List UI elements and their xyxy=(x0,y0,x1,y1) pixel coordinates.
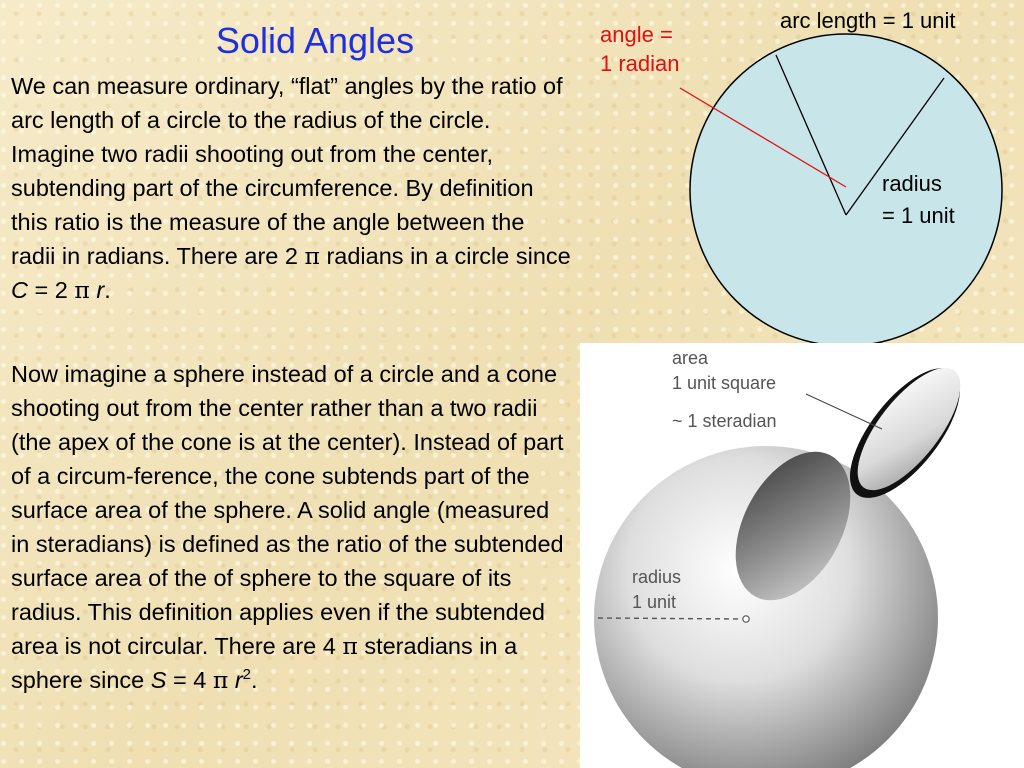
sphere-illustration xyxy=(580,343,1024,768)
area-label: area 1 unit square xyxy=(672,348,777,393)
formula-end: . xyxy=(104,277,111,303)
paragraph-solid-angles xyxy=(11,357,571,697)
pi-symbol: π xyxy=(74,276,90,304)
circle xyxy=(690,34,1002,345)
formula-end: . xyxy=(251,667,258,693)
paragraph-1-text-2: radians in a circle since xyxy=(319,243,571,269)
area-leader-line xyxy=(806,394,882,429)
pi-symbol: π xyxy=(212,666,229,694)
radius-label: radius = 1 unit xyxy=(882,171,955,228)
steradian-sphere-diagram xyxy=(580,343,1024,768)
var-r: r xyxy=(96,277,105,303)
sphere-center-point xyxy=(743,616,749,622)
var-c: C xyxy=(11,277,28,303)
pi-symbol: π xyxy=(342,632,358,660)
var-r: r xyxy=(234,667,243,693)
steradian-label: ~ 1 steradian xyxy=(672,411,777,431)
radian-circle-diagram xyxy=(0,0,1024,345)
formula-eq: = 4 xyxy=(166,667,207,693)
arc-length-label: arc length = 1 unit xyxy=(780,8,956,33)
formula-eq: = 2 xyxy=(27,277,68,303)
sphere-radius-label: radius 1 unit xyxy=(632,567,682,612)
page-title: Solid Angles xyxy=(215,20,415,61)
var-s: S xyxy=(150,667,167,693)
paragraph-1-text: We can measure ordinary, “flat” angles by the ratio of arc length of a circle to the radius of the circle. Imagine two radii shooting out from the center, subtending part of the circumference. By definition this ratio is the measure of the angle between the radii in radians. There are 2 xyxy=(11,73,563,269)
cap-surface xyxy=(840,352,978,506)
paragraph-2-text: Now imagine a sphere instead of a circle and a cone shooting out from the center rather than a two radii (the apex of the cone is at the center). Instead of part of a circum-ference, the cone subtends part of the surface area of the sphere. A solid angle (measured in steradians) is defined as the ratio of the subtended surface area of the of sphere to the square of its radius. This definition applies even if the subtended area is not circular. There are 4 xyxy=(11,361,564,659)
exponent: 2 xyxy=(242,666,252,684)
angle-label: angle = 1 radian xyxy=(600,22,680,76)
paragraph-2-text-2: steradians in a sphere since xyxy=(11,633,518,693)
pi-symbol: π xyxy=(304,242,320,270)
